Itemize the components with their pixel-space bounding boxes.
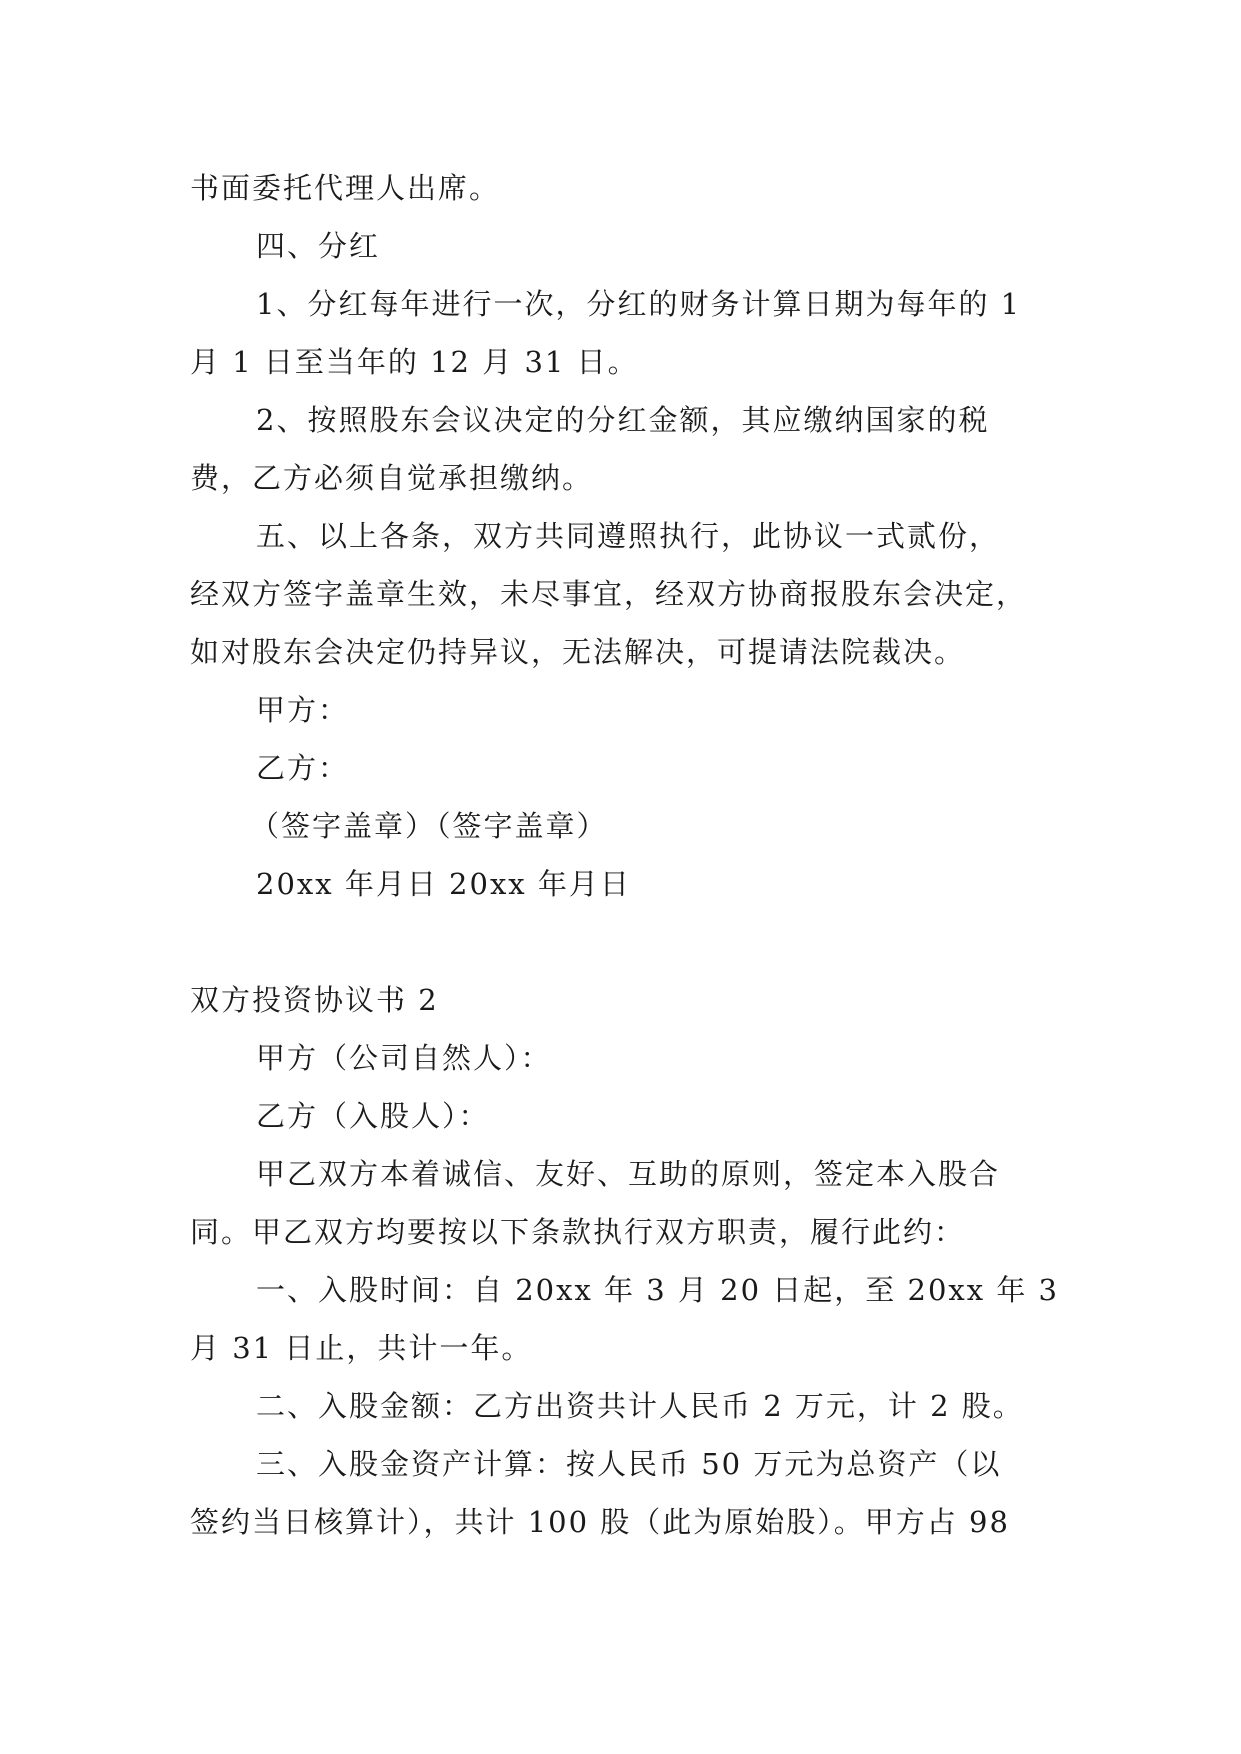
party-b-label: 乙方（入股人）：: [256, 1099, 490, 1133]
party-b-signature-label: 乙方：: [256, 751, 350, 785]
paragraph-line: 甲乙双方本着诚信、友好、互助的原则，签定本入股合: [256, 1157, 1001, 1191]
paragraph-line: 经双方签字盖章生效，未尽事宜，经双方协商报股东会决定，: [190, 577, 1028, 611]
paragraph-line: 月 1 日至当年的 12 月 31 日。: [190, 345, 639, 379]
paragraph-line: 费，乙方必须自觉承担缴纳。: [190, 461, 594, 495]
signature-seal-note: （签字盖章）（签字盖章）: [250, 809, 608, 843]
paragraph-line: 书面委托代理人出席。: [190, 171, 501, 205]
paragraph-line: 二、入股金额：乙方出资共计人民币 2 万元，计 2 股。: [256, 1389, 1024, 1423]
party-a-label: 甲方（公司自然人）：: [256, 1041, 552, 1075]
section-heading: 四、分红: [256, 229, 381, 263]
signature-date-line: 20xx 年月日 20xx 年月日: [256, 867, 631, 901]
paragraph-line: 月 31 日止，共计一年。: [190, 1331, 533, 1365]
paragraph-line: 如对股东会决定仍持异议，无法解决，可提请法院裁决。: [190, 635, 966, 669]
paragraph-line: 2、按照股东会议决定的分红金额，其应缴纳国家的税: [256, 403, 990, 437]
paragraph-line: 一、入股时间：自 20xx 年 3 月 20 日起，至 20xx 年 3: [256, 1273, 1059, 1307]
paragraph-line: 1、分红每年进行一次，分红的财务计算日期为每年的 1: [256, 287, 1022, 321]
party-a-signature-label: 甲方：: [256, 693, 350, 727]
paragraph-line: 同。甲乙双方均要按以下条款执行双方职责，履行此约：: [190, 1215, 966, 1249]
paragraph-line: 五、以上各条，双方共同遵照执行，此协议一式贰份，: [256, 519, 1001, 553]
document-title: 双方投资协议书 2: [190, 983, 439, 1017]
paragraph-line: 三、入股金资产计算：按人民币 50 万元为总资产（以: [256, 1447, 1002, 1481]
paragraph-line: 签约当日核算计），共计 100 股（此为原始股）。甲方占 98: [190, 1505, 1010, 1539]
